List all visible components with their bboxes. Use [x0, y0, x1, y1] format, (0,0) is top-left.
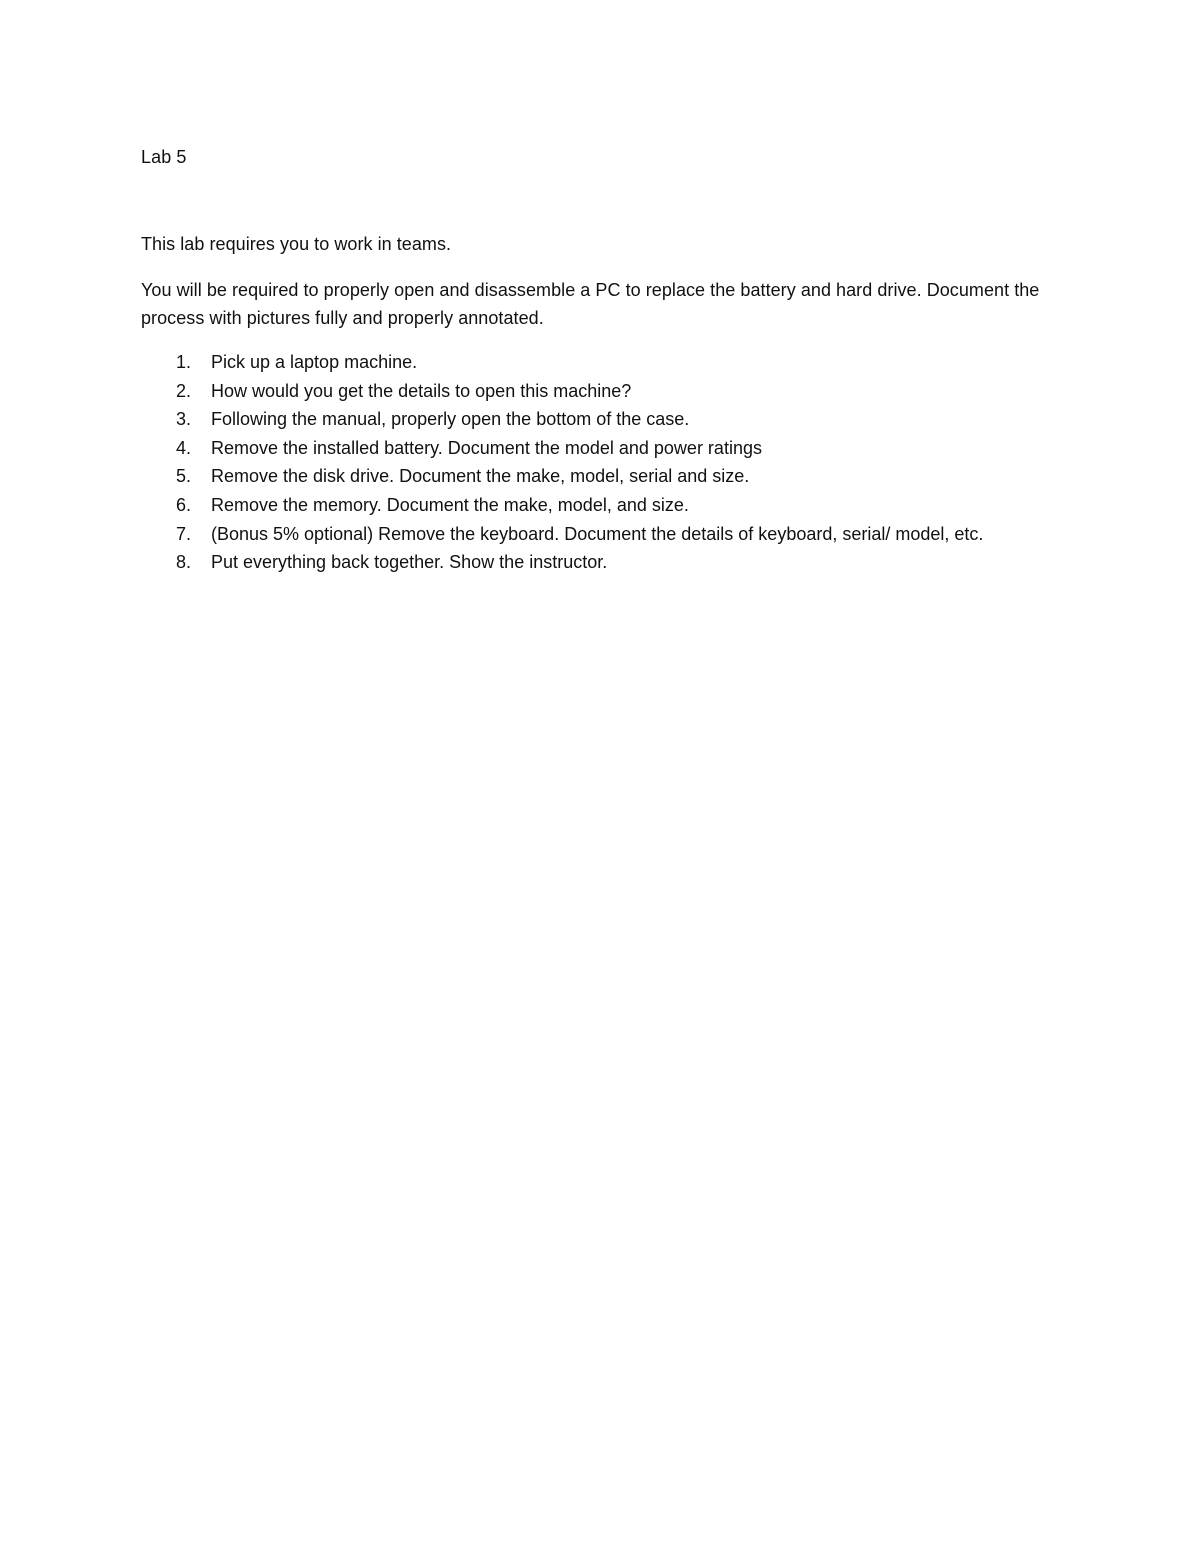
document-title: Lab 5	[141, 147, 187, 167]
step-item	[141, 520, 1041, 549]
instructions-paragraph: You will be required to properly open and disassemble a PC to replace the battery and hard drive. Document the process with pictures fully and properly annotated.	[141, 280, 1040, 328]
step-item	[141, 548, 1041, 577]
step-item	[141, 377, 1041, 406]
intro-paragraph: This lab requires you to work in teams.	[141, 234, 452, 254]
step-item	[141, 462, 1041, 491]
step-text: Following the manual, properly open the bottom of the case.	[211, 409, 690, 430]
step-text: Remove the memory. Document the make, model, and size.	[211, 494, 689, 515]
step-item	[141, 405, 1041, 434]
step-number: 7.	[176, 523, 192, 544]
step-text: How would you get the details to open this machine?	[211, 380, 632, 401]
step-number: 2.	[176, 380, 192, 401]
step-number: 3.	[176, 409, 192, 430]
step-item	[141, 491, 1041, 520]
step-number: 6.	[176, 494, 192, 515]
step-number: 8.	[176, 552, 192, 573]
step-item	[141, 348, 1041, 377]
step-text: Remove the installed battery. Document the model and power ratings	[211, 437, 762, 458]
step-number: 5.	[176, 466, 192, 487]
step-text: Remove the disk drive. Document the make, model, serial and size.	[211, 466, 750, 487]
step-text: Pick up a laptop machine.	[211, 352, 418, 372]
step-text: Put everything back together. Show the instructor.	[211, 552, 608, 573]
step-item	[141, 434, 1041, 463]
steps-list	[141, 348, 1041, 577]
step-number: 4.	[176, 437, 192, 458]
step-number: 1.	[176, 352, 192, 372]
step-text: (Bonus 5% optional) Remove the keyboard. Document the details of keyboard, serial/ model, etc.	[211, 523, 984, 544]
